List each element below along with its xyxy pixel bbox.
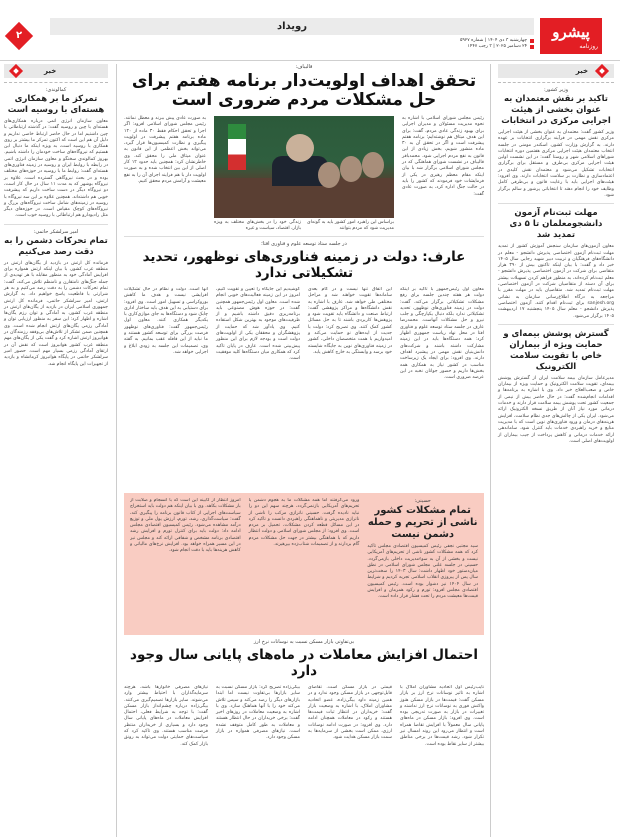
second-story[interactable] (124, 241, 484, 487)
story-title[interactable]: مهلت ثبت‌نام آزمون دانشجومعلمان تا ۵ دی تمدید شد (509, 208, 603, 241)
story-text: نایب‌رئیس اول اتحادیه مشاوران املاک با اشاره به تاثیر نوسانات نرخ ارز بر بازار مسکن گفت: قیمت‌ها در بازار مسکن هنوز واکنش فوری به نوسانات نرخ ارز نداشته و تغییرات در بازار به صورت تدریجی بوده است. وی افزود: بازار مسکن در ماه‌های پایانی سال معمولاً با افزایش تقاضا همراه است و انتظار می‌رود این روند امسال نیز تکرار شود. رشد قیمت‌ها در برخی مناطق بیشتر از سایر نقاط بوده است. (400, 685, 484, 747)
story-text: این اتفاق تنها نیست و در گام بعدی سامانه‌ها تقویت خواهند شد و مراحل مختلفی طی خواهد شد. عارف با اشاره به نقش دانشگاه‌ها و مراکز پژوهشی گفت: ارتباط صنعت و دانشگاه باید تقویت شود و پژوهش‌ها کاربردی باشند تا به حل مسائل کشور کمک کنند. وی تصریح کرد: دولت با جدیت از ایده‌های نو حمایت می‌کند و امیدواریم با همت متخصصان داخلی، کشور در زمینه فناوری‌های نوین به جایگاه شایسته خود برسد و وابستگی به خارج کاهش یابد. (308, 287, 392, 355)
divider (498, 324, 614, 325)
news-item[interactable] (498, 208, 614, 320)
date-persian: چهارشنبه ۳ دی ۱۴۰۴ | شماره ۵۹۲۷ (460, 38, 527, 43)
story-kicker: در جلسه ستاد توسعه علوم و فناوری افتا؛ (261, 241, 347, 247)
story-text: امروز انتظار از کابینه این است که با انسجام و صلابت از بار مشکلات بکاهد. وی با بیان اینکه هم دولت باید استخراج سیاست‌های اجرایی از کتاب قانون برنامه را پیگیری کند، گفت: سیاست‌گذاری، رشد، تورم، ارزش پول ملی و توزیع درآمد مشاهده می‌شود. رئیس کمیسیون اقتصادی مجلس ادامه داد: دولت باید برای کنترل تورم و افزایش رشد اقتصادی برنامه مشخص و شفافی ارائه کند و مجلس نیز در این مسیر همراه خواهد بود. افزایش نرخ‌های مالیاتی و کاهش هزینه‌ها باید با دقت انجام شود. (130, 498, 241, 554)
story-columns (124, 287, 484, 487)
dotted-divider (4, 82, 108, 83)
story-headline[interactable]: احتمال افزایش معاملات در ماه‌های پایانی سال وجود دارد (130, 647, 478, 679)
left-news-column (0, 64, 114, 837)
story-body: معاون آزمون‌های سازمان سنجش آموزش کشور از تمدید مهلت ثبت‌نام آزمون اختصاصی پذیرش دانشجو - معلم در دانشگاه‌های فرهنگیان و تربیت دبیر شهید رجایی سال ۱۴۰۵ خبر داد و گفت: با بیان اینکه تاکنون بیش از ۳۹۰ هزار متقاضی برای شرکت در آزمون اختصاصی پذیرش دانشجو - معلم ثبت‌نام کرده‌اند، به منظور فراهم کردن تسهیلات بیشتر برای آن دسته از متقاضیان شرکت در آزمون اختصاصی، مهلت ثبت‌نام تمدید شد. متقاضیان باید در مهلت مقرر با مراجعه به درگاه اطلاع‌رسانی سازمان به نشانی sanjesh.org برای ثبت‌نام اقدام کنند. آزمون اختصاصی پذیرش دانشجو - معلم سال ۱۴۰۵ پنجشنبه ۱۷ اردیبهشت ۱۴۰۵ برگزار می‌شود. (498, 244, 614, 319)
news-header (4, 64, 108, 78)
iran-flag-icon (228, 124, 246, 170)
story-text: سید مجتبی نجفی رئیس کمیسیون اقتصادی مجلس تاکید کرد که همه مشکلات کشور ناشی از تحریم‌های آمریکایی نیست و بخشی از آن به سوءمدیریت داخلی بازمی‌گردد. حسینی در جلسه علنی مجلس شورای اسلامی در نطق میان‌دستور خود اظهار داشت: سال ۱۴۰۳ را سخت‌ترین سال پس از پیروزی انقلاب اسلامی تجربه کردیم و شرایط در سال ۱۴۰۴ نیز دشوار بوده است. رئیس کمیسیون اقتصادی مجلس افزود: تورم و رکود همزمان و افزایش قیمت‌ها معیشت مردم را تحت فشار قرار داده است. (367, 544, 478, 600)
bullet-square-icon (530, 39, 534, 43)
page-number: ۲ (15, 30, 23, 41)
main-content (118, 64, 490, 837)
divider (498, 203, 614, 204)
section-title: رویداد (50, 18, 534, 35)
lead-kicker: قالیباف: (295, 64, 313, 70)
story-text: ورود می‌گرفتند اما همه مشکلات ما به هجوم دشمن یا تحریم‌های آمریکایی بازنمی‌گردد، هرچند سهم این دو را نباید نادیده گرفت. حسینی ناترازی مرکب را ناشی از ناترازی مدیریتی و ناهماهنگی راهبردی دانست و تاکید کرد در این مسائل قطعه کردن مشکلات، تحمیل بر مردم است. وی افزود: از مجلس شورای اسلامی و دولت انتظار داریم که با هماهنگی بیشتر در جهت حل مشکلات مردم گام بردارند و از تصمیمات شتاب‌زده بپرهیزند. (248, 498, 360, 548)
news-item[interactable] (498, 329, 614, 445)
lead-columns (124, 116, 484, 232)
story-kicker: کمالوندی: (45, 87, 67, 93)
highlight-columns (130, 498, 478, 630)
story-title[interactable]: تمام تحرکات دشمن را به دقت رصد می‌کنیم (4, 235, 108, 257)
story-body: معاون سازمان انرژی اتمی درباره همکاری‌های هسته‌ای با چین و روسیه گفت: در گذشته ارتباطاتی با چین داشتیم اما در حال حاضر ارتباط خاصی نداریم و دلیل آن هم این است که اکنون تمرکز ما بیشتر بر روی همکاری با روسیه است، به ویژه اینکه ما دنبال این هستیم که نیروگاه‌های ساخت خودمان را داشته باشیم. بهروز کمالوندی سخنگو و معاون سازمان انرژی اتمی در رابطه با روابط ایران و روسیه در زمینه فناوری‌های هسته‌ای گفت: روابط ما با روسیه در حوزه‌های مختلف بوده و در بحث نیروگاهی گسترده است. علاوه بر نیروگاه بوشهر که به مدت ۱۱ سال در حال کار است، دو نیروگاه دیگر در دست ساخت داریم که پیشرفت خوبی هم داشته‌اند. همچنین علاوه بر این سه نیروگاه با روسیه در زمینه‌های شامل ساخت نیروگاه‌های بزرگ و نیروگاه‌های کوچک مقیاس است. در حوزه‌های دیگر مثل رادیودارو هم ارتباطاتی با روسیه خوب است. (4, 119, 109, 219)
news-diamond-icon (8, 64, 24, 79)
story-text: کوشیدیم این جایگاه را تعیین و تقویت کنیم، امروز در این زمینه فعالیت‌های خوبی انجام شده است. معاون اول رئیس‌جمهور همچنین گفت: در حوزه هوش مصنوعی باید برنامه‌ریزی دقیق داشته باشیم و از ظرفیت‌های موجود به بهترین شکل استفاده کنیم. وی یادآور شد که حمایت از پژوهشگران و محققان یکی از اولویت‌های دولت است و بودجه لازم برای این منظور پیش‌بینی شده است. عارف در پایان تاکید کرد که همکاری میان دستگاه‌ها کلید موفقیت است. (216, 287, 300, 362)
lead-photo[interactable] (214, 116, 394, 218)
column-divider (116, 64, 117, 837)
logo-text: پیشرو (552, 23, 590, 41)
story-kicker: امیر سرلشکر حاتمی: (33, 228, 79, 235)
dotted-divider (498, 82, 614, 83)
news-label: خبر (44, 67, 57, 75)
lead-headline[interactable]: تحقق اهداف اولویت‌دار برنامه هفتم برای حل مشکلات مردم ضروری است (131, 71, 477, 110)
story-title[interactable]: تمرکز ما بر همکاری هسته‌ای با روسیه است (7, 94, 105, 115)
lead-text-left: به صورت عادی پیش ببرند و معطل نمانند. رئیس مجلس شورای اسلامی افزود: اگر اجرا و تحقق احکام فقط ۳۰ ماده از ۱۲۰ ماده برنامه هفتم پیشرفت در اولویت پیگیری و نظارت کمیسیون‌ها قرار گیرد، می‌تواند بخش اعظمی از این قانون به عنوان میثاق ملی را محقق کند. وی خاطرنشان کرد: همچنین باید حدود ۱۲ کار اصلی از این بین انتخاب شده و به صورت اولویت دار با هم فرایند اجرای آن را به نفع معیشت و آرامش مردم محقق کنیم. (124, 116, 206, 184)
story-text: بیگی‌زاده تصریح کرد: بازار مسکن نسبت به سایر بازارها بی‌تفاوت نیست اما ابتدا بازارهای دیگر را رصد می‌کند و سپس تلاش می‌کند خود را با آنها هماهنگ سازد. وی با اشاره به وضعیت معاملات در روزهای اخیر گفت: برخی خریداران در حال انتظار هستند و معاملات به طور کامل متوقف نشده است. نیازهای مصرفی همواره در بازار مسکن وجود دارد. (216, 685, 300, 741)
lead-text-right: رئیس مجلس شورای اسلامی با اشاره به نحوه مدیریت مسئولان و مدیران اجرایی برای بهبود زندگی عادی مردم، گفت: برای این هدف میثاق هم نوشته‌ایم؛ برنامه هفتم پیشرفت است و اگر در تحقق آن به ۳۰ ماده منشور شویم، بخش زیادی از این قانون به نفع مردم اجرایی شود. محمدباقر قالیباف در نشست شورای هماهنگی که در مجلس شورای اسلامی برگزار شد با بیان اینکه مقام معظم رهبری در یکی از فرمایشات خود فرمودند که کشور را باید در حالت جنگ اداره کرد، به صورت عادی گفت: (402, 116, 484, 197)
divider (124, 236, 484, 237)
story-body: مدیرعامل سازمان بیمه سلامت ایران از گسترش پوشش بیمه‌ای، تقویت سلامت الکترونیک و حمایت ویژه از بیماران خاص و صعب‌العلاج خبر داد. وی با اشاره به برنامه‌ها و اقدامات انجام‌شده گفت: در حال حاضر بیش از نیمی از جمعیت کشور تحت پوشش بیمه سلامت قرار دارند و خدمات درمانی مورد نیاز آنان از طریق نسخه الکترونیک ارائه می‌شود. ایران یکی از چالش‌های جدی نظام سلامت، افزایش هزینه‌های درمان و ورود فناوری‌های نوین است که با مدیریت منابع و خرید راهبردی خدمات باید کنترل شود. ساماندهی ارائه خدمات درمانی و کاهش پرداخت از جیب بیماران از اولویت‌های اصلی است. (498, 375, 614, 444)
date-gregorian: ۲۴ دسامبر ۲۰۲۵ | ۳ رجب ۱۴۴۷ (467, 44, 527, 49)
story-text: نیازهای مصرفی خانوارها باشد، هرچند سرمایه‌گذاران با احتیاط بیشتر وارد می‌شوند. سایر بازارها تصمیم‌گیری می‌کنند. بیگی‌زاده درباره چشم‌انداز بازار مسکن گفت: با توجه به شرایط فعلی، احتمال افزایش معاملات در ماه‌های پایانی سال وجود دارد و بسیاری از خریداران منتظر فرصت مناسب هستند. وی تاکید کرد که سیاست‌های حمایتی دولت می‌تواند به رونق بازار کمک کند. (124, 685, 208, 747)
page-number-badge (6, 23, 32, 49)
story-body: فرمانده کل ارتش در بازدید از یگان‌های ارتش در منطقه غرب کشور، با بیان اینکه ارتش همواره برای افزایش آمادگی خود به منظور مقابله با هر تهدیدی از جمله جنگ‌های نامتقارن و نامنظم تلاش می‌کند، گفت: تمام تحرکات دشمن را به دقت رصد می‌کنیم و به هر شرارتی با قاطعیت پاسخ خواهیم داد. به گزارش ارتش، امیر سرلشکر حاتمی، فرمانده کل ارتش جمهوری اسلامی ایران در بازدید از یگان‌های ارتش در منطقه غرب کشور، به آمادگی و توان رزم یگان‌ها اشاره و اظهار کرد: این سفر به منظور ارزیابی توان و آمادگی رزمی یگان‌های ارتش انجام شده است. وی همچنین ضمن تشکر از تلاش‌های بی‌وقفه رزمندگان در هوانیروز ارتش اشاره کرد و گفت یکی از یگان‌های مهم منطقه غرب کشور هوانیروز است که نقش آن در ارتقای آمادگی رزمی بسیار مهم است. حضور امیر سرلشکر حاتمی در پایگاه هوانیروز کرمانشاه و بازدید از تجهیزات این پایگاه انجام شد. (4, 260, 108, 367)
story-title[interactable]: تاکید بر نقش معتمدان به عنوان بخشی از هیئت اجرایی مرکزی در انتخابات (501, 94, 611, 126)
photo-caption: براساس این راهبرد امور کشور باید به گونه‌ای مدیریت شود که مردم بتوانند (307, 220, 394, 231)
story-headline[interactable]: عارف: دولت در زمینه فناوری‌های نوظهور، تحدید تشکیلاتی ندارد (142, 249, 466, 281)
highlight-col-1 (367, 498, 478, 630)
dateline (460, 38, 534, 50)
right-news-column (492, 64, 620, 837)
news-diamond-icon (594, 64, 610, 79)
story-columns (124, 685, 484, 835)
bottom-story[interactable] (124, 639, 484, 835)
highlight-story[interactable] (124, 493, 484, 635)
story-kicker: وزیر کشور: (543, 87, 569, 93)
photo-caption: زندگی خود را در بخش‌های مختلف به ویژه بازار، اقتصاد، سیاست و غیره (214, 220, 301, 231)
logo-subtext: روزنامه (579, 43, 598, 50)
story-body: وزیر کشور گفت: معتمدان به عنوان بخشی از هیئت اجرایی مرکزی نقش مهمی در فرآیند برگزاری انتخابات بر عهده دارند. به گزارش وزارت کشور، اسکندر مومنی در جلسه انتخاب معتمدان هیئت اجرایی مرکزی هفتمین دوره انتخابات شوراهای اسلامی شهر و روستا گفت: در این نشست اولین هیئت اجرایی مرکزی بی‌طرف و مستقل برای برگزاری انتخابات تشکیل می‌شود و معتمدان نقش کلیدی در اعتمادسازی و نظارت بر سلامت انتخابات دارند. وی افزود: هیئت‌های اجرایی باید با رعایت قانون و بی‌طرفی کامل وظایف خود را انجام دهند تا انتخاباتی پرشور و سالم برگزار شود. (498, 130, 614, 198)
divider (4, 224, 108, 225)
news-item[interactable] (4, 87, 108, 220)
news-label: خبر (575, 67, 588, 75)
news-item[interactable] (4, 229, 108, 368)
masthead (0, 18, 620, 56)
story-kicker: بی‌تفاوتی بازار مسکن نسبت به نوسانات نرخ ارز (253, 639, 355, 645)
news-item[interactable] (498, 87, 614, 199)
story-headline[interactable]: تمام مشکلات کشور ناشی از تحریم و حمله دشمن نیست (367, 505, 478, 540)
column-divider (490, 64, 491, 837)
bullet-square-icon (530, 45, 534, 49)
story-kicker: حسینی: (414, 498, 431, 504)
lead-photo-block (214, 116, 394, 232)
news-header (498, 64, 614, 78)
story-text: آنها است. دولت و نظام در حال تشکیلات افزایشی نیست و هدف ما کاهش بوروکراسی و تسهیل امور است. وی افزود: برای دستیابی به این هدف باید ساختار اداری چابک شود و دستگاه‌ها به جای موازی‌کاری با یکدیگر همکاری کنند. معاون اول رئیس‌جمهور گفت: فناوری‌های نوظهور فرصت بزرگی برای توسعه کشور هستند و ما نباید از این قافله عقب بمانیم. به گفته وی، تصمیمات این جلسه به زودی ابلاغ و اجرایی خواهد شد. (124, 287, 208, 355)
lead-story[interactable] (124, 64, 484, 232)
story-text: قیمتی در بازار مسکن است. تقاضای قابل‌توجهی در بازار مسکن وجود ندارد و در همین زمینه داود بیگی‌زاده، عضو اتحادیه مشاوران املاک، با اشاره به وضعیت بازار گفت: خریداران در انتظار ثبات قیمت‌ها هستند و رکود در معاملات همچنان ادامه دارد. وی افزود: در صورت ادامه نوسانات ارزی، ممکن است بخشی از سرمایه‌ها به سمت بازار مسکن هدایت شود. (308, 685, 392, 741)
newspaper-logo[interactable] (540, 18, 602, 54)
story-text: معاون اول رئیس‌جمهور با تاکید بر اینکه دولت هر هفته چندین جلسه برای رفع مشکلات تشکیلاتی برگزار می‌کند، گفت: دولت در زمینه فناوری‌های نوظهور، تحدید تشکیلاتی ندارد بلکه دنبال یکپارچگی و جلب نیرو و حل مشکلات آنهاست. محمدرضا عارف در جلسه ستاد توسعه علوم و فناوری افتا در محل نهاد ریاست جمهوری اظهار کرد: همه دستگاه‌ها باید در این زمینه مشارکت داشته باشند و شرکت‌های دانش‌بنیان نقش مهمی در پیشبرد اهداف دارند. وی افزود: برای ایجاد یک زیرساخت مناسب در کشور نیاز به همکاری همه بخش‌ها داریم و حضور جوانان نخبه در این عرصه ضروری است. (400, 287, 484, 381)
story-title[interactable]: گسترش پوشش بیمه‌ای و حمایت ویژه از بیماران خاص با تقویت سلامت الکترونیک (503, 328, 609, 372)
masthead-divider (0, 60, 620, 61)
